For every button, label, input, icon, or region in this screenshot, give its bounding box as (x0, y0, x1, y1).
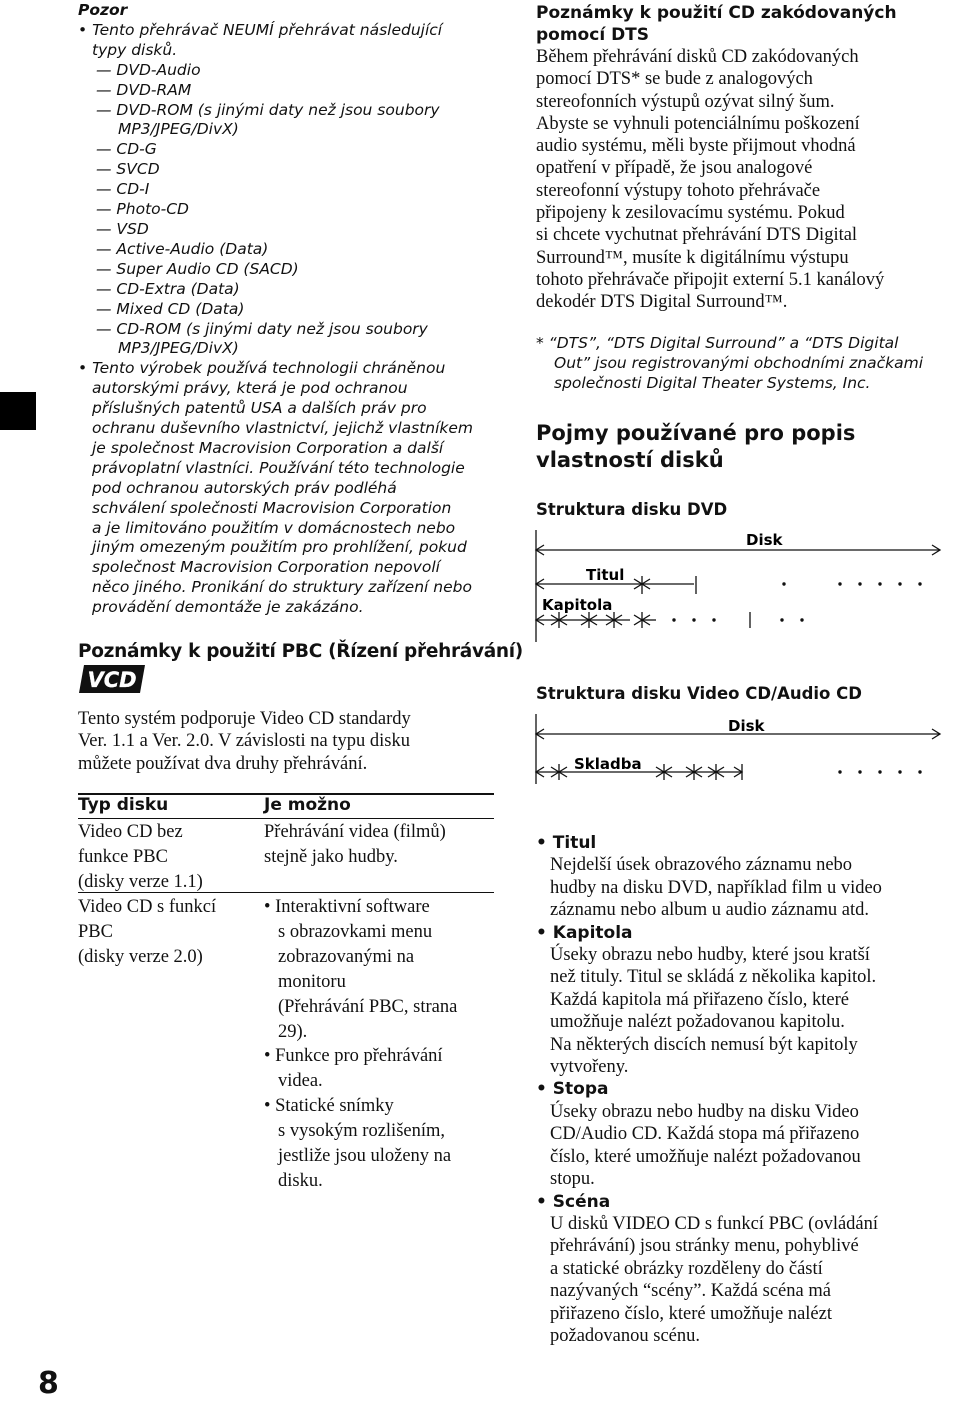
disc-type-item: — CD-G (96, 140, 157, 159)
pozor-bullet-2-line: jiným omezeným použitím pro prohlížení, pokud (92, 538, 467, 557)
table-cell-line: s obrazovkami menu (278, 921, 433, 942)
dvd-titul-label: Titul (586, 566, 625, 584)
vcd-structure-title: Struktura disku Video CD/Audio CD (536, 684, 862, 703)
definition-line: přiřazeno číslo, které umožňuje nalézt (550, 1303, 832, 1324)
disc-type-item: — VSD (96, 219, 149, 238)
definition-line: vytvořeny. (550, 1057, 629, 1078)
table-row-rule (78, 892, 494, 893)
pozor-bullet-2-line: společnost Macrovision Corporation nepovolí (92, 558, 440, 577)
pozor-bullet-2-line: příslušných patentů USA a dalších práv pro (92, 399, 427, 418)
dts-body-line: Abyste se vyhnuli potenciálnímu poškození (536, 113, 860, 134)
definition-line: CD/Audio CD. Každá stopa má přiřazeno (550, 1124, 860, 1145)
dts-footnote-line: Out” jsou registrovanými obchodními značkami (554, 354, 924, 372)
disc-type-item: — Active-Audio (Data) (96, 239, 269, 258)
disc-type-item-cont: MP3/JPEG/DivX) (118, 339, 239, 358)
pozor-bullet-2-line: právoplatní vlastníci. Používání této technologie (92, 458, 465, 477)
pozor-bullet-2-line: je společnost Macrovision Corporation a další (92, 438, 444, 457)
table-header-disc-type: Typ disku (78, 795, 169, 815)
pozor-bullet-2-line: schválení společnosti Macrovision Corporation (92, 498, 452, 517)
table-row-1-col-1 (78, 820, 203, 895)
pozor-bullet-2-line: provádění demontáže je zakázáno. (92, 598, 364, 617)
disc-type-item: — SVCD (96, 160, 160, 179)
definition-line: hudby na disku DVD, například film u video (550, 877, 882, 898)
dts-heading-line: Poznámky k použití CD zakódovaných (536, 3, 897, 23)
table-cell-line: funkce PBC (78, 847, 168, 867)
disc-type-item: — DVD-Audio (96, 60, 201, 79)
table-cell-line: disku. (278, 1170, 323, 1191)
definition-line: Úseky obrazu nebo hudby, které jsou kratší (550, 945, 870, 966)
disc-type-item: — DVD-ROM (s jinými daty než jsou soubory (96, 100, 440, 119)
definition-line: nazývaných “scény”. Každá scéna má (550, 1281, 831, 1302)
definition-line: Na některých discích nemusí být kapitoly (550, 1034, 858, 1055)
table-cell-line: monitoru (278, 971, 346, 992)
disc-type-item-cont: MP3/JPEG/DivX) (118, 120, 239, 139)
dts-body-line: stereofonních výstupů ozývat silný šum. (536, 91, 835, 112)
definition-line: umožňuje nalézt požadovanou kapitolu. (550, 1012, 845, 1033)
terms-heading-line: Pojmy používané pro popis (536, 421, 856, 445)
table-row-1-col-2 (264, 820, 446, 870)
pozor-bullet-2-line: něco jiného. Pronikání do struktury zařízení nebo (92, 578, 472, 597)
pbc-intro-line: můžete používat dva druhy přehrávání. (78, 753, 368, 774)
disc-type-item: — CD-Extra (Data) (96, 279, 240, 298)
definition-line: záznamu nebo album u audio záznamu atd. (550, 900, 869, 921)
pbc-intro-line: Tento systém podporuje Video CD standardy (78, 709, 411, 729)
dvd-structure-title: Struktura disku DVD (536, 500, 728, 519)
table-cell-line: Video CD s funkcí (78, 897, 217, 917)
definitions-list (536, 832, 882, 1347)
pozor-bullet-2-line: a je limitováno použitím v domácnostech nebo (92, 518, 456, 537)
dts-body-line: dekodér DTS Digital Surround™. (536, 292, 788, 313)
terms-heading-line: vlastností disků (536, 448, 724, 472)
definition-term: • Kapitola (536, 922, 633, 943)
table-cell-line: • Interaktivní software (264, 897, 430, 917)
dts-body-line: stereofonní výstupy tohoto přehrávače (536, 180, 821, 201)
vcd-disk-label: Disk (728, 717, 765, 735)
dts-body-line: audio systému, měli byste přijmout vhodná (536, 136, 856, 157)
disc-type-item: — CD-I (96, 180, 150, 199)
dts-body-line: připojeny k zesilovacímu systému. Pokud (536, 203, 845, 224)
dts-body-line: tohoto přehrávače připojit externí 5.1 kanálový (536, 269, 885, 290)
dts-body-line: pomocí DTS* se bude z analogových (536, 69, 813, 90)
vcd-logo (78, 664, 146, 699)
disc-type-item: — CD-ROM (s jinými daty než jsou soubory (96, 319, 428, 338)
dts-body (536, 46, 884, 314)
section-tab-marker (0, 392, 36, 430)
definition-line: číslo, které umožňuje nalézt požadovanou (550, 1146, 861, 1167)
table-row-2-col-2 (264, 895, 457, 1194)
definition-line: Úseky obrazu nebo hudby na disku Video (550, 1101, 859, 1122)
disc-type-item: — Mixed CD (Data) (96, 299, 245, 318)
table-cell-line: • Statické snímky (264, 1096, 394, 1117)
pozor-title: Pozor (78, 1, 128, 19)
vcd-structure-diagram (534, 712, 944, 797)
dts-heading-line: pomocí DTS (536, 25, 650, 45)
table-cell-line: Přehrávání videa (filmů) (264, 822, 446, 842)
dvd-structure-diagram (534, 528, 944, 651)
pozor-bullet-1: • Tento přehrávač NEUMÍ přehrávat následující (78, 20, 443, 39)
definition-term: • Stopa (536, 1079, 609, 1100)
definition-term: • Scéna (536, 1191, 611, 1212)
pbc-intro (78, 708, 411, 775)
terms-heading (536, 420, 855, 474)
dts-body-line: opatření v případě, že jsou analogové (536, 158, 813, 179)
dts-footnote-line: společnosti Digital Theater Systems, Inc. (554, 374, 871, 392)
page-number: 8 (38, 1366, 59, 1401)
pbc-heading: Poznámky k použití PBC (Řízení přehrávání) (78, 641, 523, 662)
dvd-kapitola-label: Kapitola (542, 596, 613, 614)
table-header-possible: Je možno (264, 795, 351, 815)
dvd-disk-label: Disk (746, 531, 783, 549)
dts-footnote (536, 333, 923, 393)
table-cell-line: s vysokým rozlišením, (278, 1121, 446, 1142)
definition-line: Každá kapitola má přiřazeno číslo, které (550, 989, 849, 1010)
disc-type-item: — Photo-CD (96, 200, 189, 219)
pbc-intro-line: Ver. 1.1 a Ver. 2.0. V závislosti na typu disku (78, 731, 410, 752)
definition-line: Nejdelší úsek obrazového záznamu nebo (550, 855, 853, 876)
pozor-bullet-2-line: pod ochranou autorských práv podléhá (92, 478, 397, 497)
definition-line: než tituly. Titul se skládá z několika kapitol. (550, 967, 877, 988)
pozor-bullet-1-cont: typy disků. (92, 40, 178, 59)
dts-body-line: Surround™, musíte k digitálnímu výstupu (536, 247, 849, 268)
table-cell-line: videa. (278, 1071, 323, 1092)
table-cell-line: (disky verze 2.0) (78, 947, 203, 967)
disc-type-item: — Super Audio CD (SACD) (96, 259, 299, 278)
table-cell-line: (Přehrávání PBC, strana (278, 996, 458, 1017)
definition-line: stopu. (550, 1169, 595, 1190)
vcd-logo-text: VCD (87, 668, 137, 692)
pozor-bullet-2-line: ochranu duševního vlastnictví, jejichž vlastníkem (92, 419, 474, 438)
table-cell-line: jestliže jsou uloženy na (278, 1146, 452, 1167)
definition-line: přehrávání) jsou stránky menu, pohyblivé (550, 1236, 859, 1257)
table-cell-line: PBC (78, 922, 113, 942)
pozor-bullet-2: • Tento výrobek používá technologii chráněnou (78, 359, 446, 378)
definition-line: požadovanou scénu. (550, 1325, 701, 1346)
disc-type-item: — DVD-RAM (96, 80, 192, 99)
table-header-rule (78, 818, 494, 819)
table-cell-line: 29). (278, 1021, 308, 1042)
table-cell-line: • Funkce pro přehrávání (264, 1046, 443, 1067)
dts-body-line: si chcete vychutnat přehrávání DTS Digital (536, 225, 858, 246)
vcd-skladba-label: Skladba (574, 755, 642, 773)
dts-body-line: Během přehrávání disků CD zakódovaných (536, 47, 859, 67)
table-cell-line: Video CD bez (78, 822, 183, 842)
table-row-2-col-1 (78, 895, 216, 970)
table-cell-line: (disky verze 1.1) (78, 872, 203, 892)
table-cell-line: stejně jako hudby. (264, 847, 398, 867)
pozor-bullet-2-line: autorskými právy, která je pod ochranou (92, 379, 408, 398)
dts-heading (536, 2, 897, 46)
dts-footnote-line: * “DTS”, “DTS Digital Surround” a “DTS Digital (536, 334, 899, 352)
table-cell-line: zobrazovanými na (278, 946, 415, 967)
definition-term: • Titul (536, 833, 597, 853)
definition-line: a statické obrázky rozděleny do částí (550, 1258, 823, 1279)
definition-line: U disků VIDEO CD s funkcí PBC (ovládání (550, 1213, 879, 1234)
pozor-section (78, 1, 508, 618)
